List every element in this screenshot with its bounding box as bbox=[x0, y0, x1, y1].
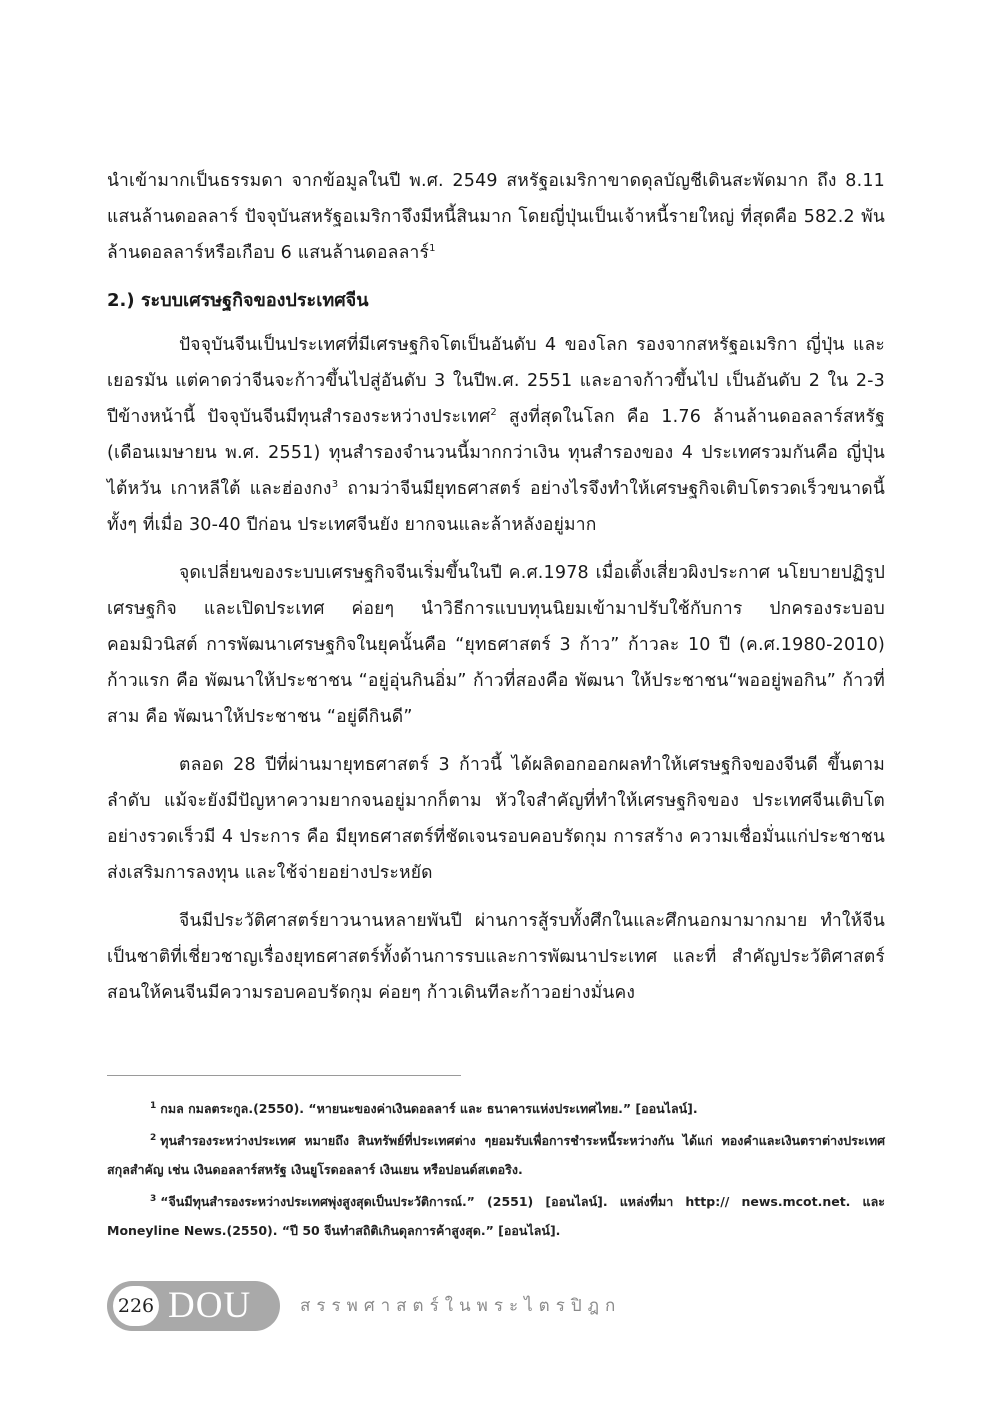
section-heading: 2.) ระบบเศรษฐกิจของประเทศจีน bbox=[107, 290, 369, 311]
intro-paragraph bbox=[107, 163, 885, 271]
footnote-1-text: กมล กมลตระกูล.(2550). “หายนะของค่าเงินดอลลาร์ และ ธนาคารแห่งประเทศไทย.” [ออนไลน์]. bbox=[160, 1101, 698, 1117]
footnote-3 bbox=[107, 1185, 885, 1245]
paragraph-1-part-a: ปัจจุบันจีนเป็นประเทศที่มีเศรษฐกิจโตเป็นอันดับ 4 ของโลก รองจากสหรัฐอเมริกา ญี่ปุ่น และเยอรมัน แต่คาดว่าจีนจะก้าวขึ้นไปสู่อันดับ 3 ในปีพ.ศ. 2551 และอาจก้าวขึ้นไป เป็นอันดับ 2 ใน 2-3 ปีข้างหน้านี้ ปัจจุบันจีนมีทุนสำรองระหว่างประเทศ bbox=[107, 335, 885, 427]
footnote-divider bbox=[107, 1075, 461, 1076]
footnote-3-text: “จีนมีทุนสำรองระหว่างประเทศพุ่งสูงสุดเป็นประวัติการณ์.” (2551) [ออนไลน์]. แหล่งที่มา http:// news.mcot.net. และ Moneyline News.(2550). “ปี 50 จีนทำสถิติเกินดุลการค้าสูงสุด.” [ออนไลน์]. bbox=[107, 1194, 885, 1239]
footnote-3-number: 3 bbox=[150, 1194, 157, 1205]
book-title: สรรพศาสตร์ในพระไตรปิฎก bbox=[300, 1296, 622, 1316]
paragraph-3: ตลอด 28 ปีที่ผ่านมายุทธศาสตร์ 3 ก้าวนี้ ได้ผลิดอกออกผลทำให้เศรษฐกิจของจีนดี ขึ้นตามลำดับ แม้จะยังมีปัญหาความยากจนอยู่มากก็ตาม หัวใจสำคัญที่ทำให้เศรษฐกิจของ ประเทศจีนเติบโตอย่างรวดเร็วมี 4 ประการ คือ มียุทธศาสตร์ที่ชัดเจนรอบคอบรัดกุม การสร้าง ความเชื่อมั่นแก่ประชาชน ส่งเสริมการลงทุน และใช้จ่ายอย่างประหยัด bbox=[107, 755, 885, 883]
footnote-2-number: 2 bbox=[150, 1133, 157, 1144]
intro-text: นำเข้ามากเป็นธรรมดา จากข้อมูลในปี พ.ศ. 2549 สหรัฐอเมริกาขาดดุลบัญชีเดินสะพัดมาก ถึง 8.11 แสนล้านดอลลาร์ ปัจจุบันสหรัฐอเมริกาจึงมีหนี้สินมาก โดยญี่ปุ่นเป็นเจ้าหนี้รายใหญ่ ที่สุดคือ 582.2 พันล้านดอลลาร์หรือเกือบ 6 แสนล้านดอลลาร์ bbox=[107, 171, 885, 263]
footnote-1 bbox=[107, 1092, 885, 1123]
dou-logo-text: DOU bbox=[168, 1285, 252, 1326]
page-content bbox=[107, 163, 885, 1023]
footnote-2 bbox=[107, 1124, 885, 1184]
footnotes bbox=[107, 1092, 885, 1246]
paragraph-2: จุดเปลี่ยนของระบบเศรษฐกิจจีนเริ่มขึ้นในปี ค.ศ.1978 เมื่อเติ้งเสี่ยวผิงประกาศ นโยบายปฏิรูปเศรษฐกิจ และเปิดประเทศ ค่อยๆ นำวิธีการแบบทุนนิยมเข้ามาปรับใช้กับการ ปกครองระบอบคอมมิวนิสต์ การพัฒนาเศรษฐกิจในยุคนั้นคือ “ยุทธศาสตร์ 3 ก้าว” ก้าวละ 10 ปี (ค.ศ.1980-2010) ก้าวแรก คือ พัฒนาให้ประชาชน “อยู่อุ่นกินอิ่ม” ก้าวที่สองคือ พัฒนา ให้ประชาชน“พออยู่พอกิน” ก้าวที่สาม คือ พัฒนาให้ประชาชน “อยู่ดีกินดี” bbox=[107, 563, 885, 727]
paragraph-1-part-c: ถามว่าจีนมียุทธศาสตร์ อย่างไรจึงทำให้เศรษฐกิจเติบโตรวดเร็วขนาดนี้ทั้งๆ ที่เมื่อ 30-40 ปีก่อน ประเทศจีนยัง ยากจนและล้าหลังอยู่มาก bbox=[107, 479, 886, 535]
paragraph-1-part-b: สูงที่สุดในโลก คือ 1.76 ล้านล้านดอลลาร์สหรัฐ (เดือนเมษายน พ.ศ. 2551) ทุนสำรองจำนวนนี้มากกว่าเงิน ทุนสำรองของ 4 ประเทศรวมกันคือ ญี่ปุ่น ไต้หวัน เกาหลีใต้ และฮ่องกง bbox=[107, 407, 886, 499]
footnote-2-text: ทุนสำรองระหว่างประเทศ หมายถึง สินทรัพย์ที่ประเทศต่าง ๆยอมรับเพื่อการชำระหนี้ระหว่างกัน ได้แก่ ทองคำและเงินตราต่างประเทศสกุลสำคัญ เช่น เงินดอลลาร์สหรัฐ เงินยูโรดอลลาร์ เงินเยน หรือปอนด์สเตอริง. bbox=[107, 1133, 885, 1178]
footnote-ref-2: 2 bbox=[490, 407, 497, 419]
footnote-ref-1: 1 bbox=[429, 243, 436, 255]
footnote-1-number: 1 bbox=[150, 1101, 157, 1111]
paragraph-4: จีนมีประวัติศาสตร์ยาวนานหลายพันปี ผ่านการสู้รบทั้งศึกในและศึกนอกมามากมาย ทำให้จีนเป็นชาติที่เชี่ยวชาญเรื่องยุทธศาสตร์ทั้งด้านการรบและการพัฒนาประเทศ และที่ สำคัญประวัติศาสตร์สอนให้คนจีนมีความรอบคอบรัดกุม ค่อยๆ ก้าวเดินทีละก้าวอย่างมั่นคง bbox=[107, 911, 885, 1003]
footnote-ref-3: 3 bbox=[331, 479, 339, 491]
paragraph-1 bbox=[107, 327, 885, 543]
page-number: 226 bbox=[113, 1286, 159, 1326]
